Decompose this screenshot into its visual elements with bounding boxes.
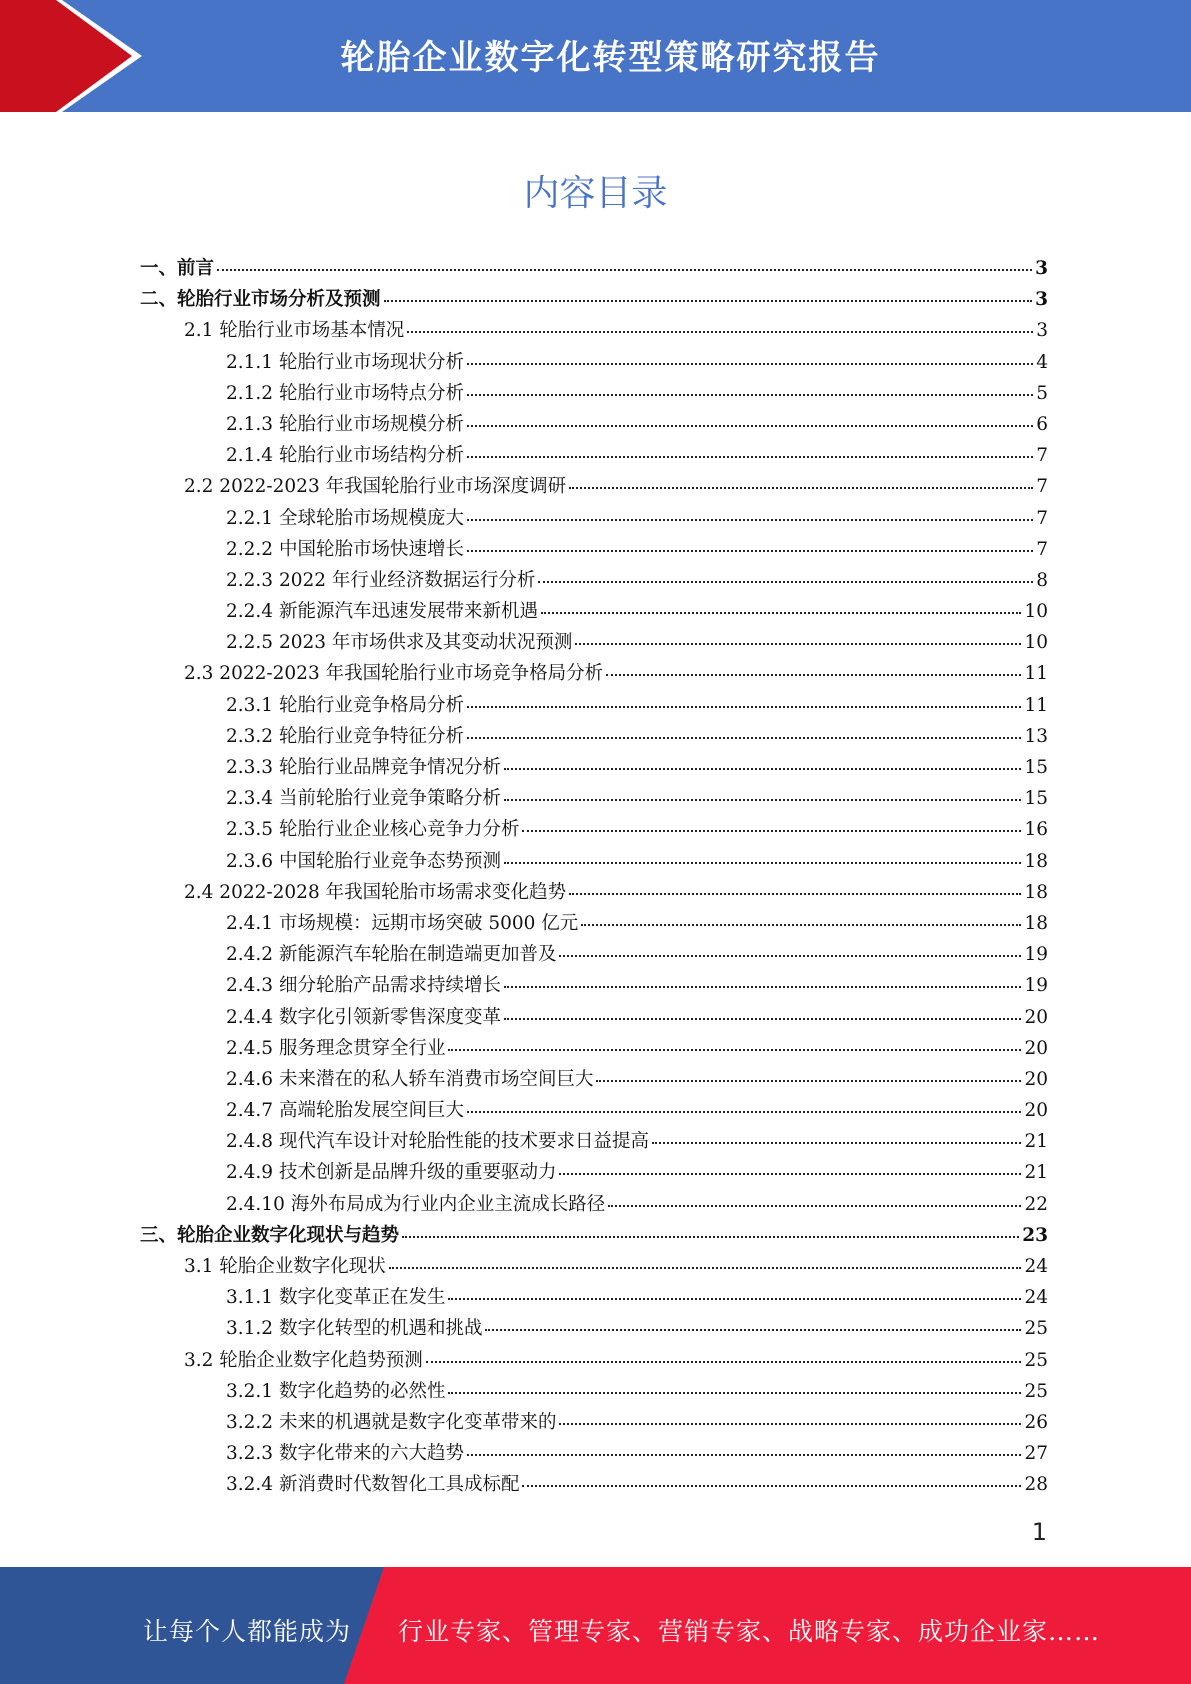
toc-leader-dots bbox=[467, 392, 1033, 396]
toc-leader-dots bbox=[467, 517, 1033, 521]
toc-entry-page: 5 bbox=[1036, 382, 1048, 404]
toc-entry-label: 2.4.9 技术创新是品牌升级的重要驱动力 bbox=[226, 1162, 557, 1184]
toc-leader-dots bbox=[504, 766, 1021, 770]
toc-leader-dots bbox=[559, 1421, 1021, 1425]
toc-entry[interactable] bbox=[140, 1314, 1048, 1345]
toc-entry-page: 15 bbox=[1024, 757, 1048, 778]
toc-entry[interactable] bbox=[140, 1408, 1048, 1439]
footer-slogan: 让每个人都能成为 bbox=[143, 1617, 352, 1646]
toc-entry-label: 2.2 2022-2023 年我国轮胎行业市场深度调研 bbox=[184, 476, 567, 498]
toc-entry-page: 10 bbox=[1024, 601, 1048, 623]
toc-entry[interactable] bbox=[140, 815, 1048, 846]
toc-entry[interactable] bbox=[140, 691, 1048, 722]
toc-leader-dots bbox=[467, 735, 1021, 739]
toc-entry-label: 2.2.1 全球轮胎市场规模庞大 bbox=[226, 507, 464, 529]
toc-entry[interactable] bbox=[140, 1252, 1048, 1283]
toc-entry[interactable] bbox=[140, 1377, 1048, 1408]
toc-entry-page: 10 bbox=[1024, 632, 1048, 654]
toc-entry-label: 2.1.4 轮胎行业市场结构分析 bbox=[226, 445, 464, 467]
toc-leader-dots bbox=[504, 984, 1021, 988]
toc-entry-label: 一、前言 bbox=[140, 258, 215, 279]
toc-entry[interactable] bbox=[140, 316, 1048, 347]
toc-entry-label: 2.4 2022-2028 年我国轮胎市场需求变化趋势 bbox=[184, 881, 567, 903]
toc-entry-page: 20 bbox=[1024, 1068, 1048, 1090]
toc-entry-label: 2.2.5 2023 年市场供求及其变动状况预测 bbox=[226, 632, 573, 654]
toc-leader-dots bbox=[467, 361, 1033, 365]
toc-entry-label: 2.3.5 轮胎行业企业核心竞争力分析 bbox=[226, 819, 520, 841]
toc-entry-label: 3.1.2 数字化转型的机遇和挑战 bbox=[226, 1318, 483, 1340]
toc-entry-page: 21 bbox=[1024, 1162, 1048, 1184]
toc-leader-dots bbox=[559, 953, 1021, 957]
toc-entry[interactable] bbox=[140, 441, 1048, 472]
toc-entry[interactable] bbox=[140, 254, 1048, 285]
toc-entry-label: 2.4.1 市场规模：远期市场突破 5000 亿元 bbox=[226, 912, 579, 934]
toc-entry-page: 25 bbox=[1024, 1318, 1048, 1340]
toc-entry[interactable] bbox=[140, 909, 1048, 940]
toc-entry-page: 7 bbox=[1036, 538, 1048, 560]
toc-entry-label: 2.2.4 新能源汽车迅速发展带来新机遇 bbox=[226, 601, 538, 623]
toc-entry-label: 3.2 轮胎企业数字化趋势预测 bbox=[184, 1349, 423, 1371]
toc-leader-dots bbox=[467, 548, 1033, 552]
toc-entry-label: 2.1.2 轮胎行业市场特点分析 bbox=[226, 382, 464, 404]
toc-leader-dots bbox=[581, 922, 1021, 926]
toc-entry-page: 25 bbox=[1024, 1380, 1048, 1402]
toc-leader-dots bbox=[485, 1327, 1021, 1331]
toc-entry[interactable] bbox=[140, 1190, 1048, 1221]
toc-leader-dots bbox=[596, 1078, 1021, 1082]
footer-roles: 行业专家、管理专家、营销专家、战略专家、成功企业家…… bbox=[398, 1617, 1101, 1646]
toc-leader-dots bbox=[504, 1016, 1021, 1020]
toc-entry-label: 3.2.3 数字化带来的六大趋势 bbox=[226, 1443, 464, 1465]
toc-entry[interactable] bbox=[140, 878, 1048, 909]
toc-leader-dots bbox=[504, 860, 1021, 864]
toc-entry-page: 15 bbox=[1024, 788, 1048, 810]
toc-entry-label: 2.4.8 现代汽车设计对轮胎性能的技术要求日益提高 bbox=[226, 1131, 649, 1153]
toc-entry[interactable] bbox=[140, 628, 1048, 659]
toc-entry-label: 2.4.2 新能源汽车轮胎在制造端更加普及 bbox=[226, 944, 557, 966]
toc-entry-page: 21 bbox=[1024, 1131, 1048, 1153]
toc-entry[interactable] bbox=[140, 1283, 1048, 1314]
toc-entry[interactable] bbox=[140, 722, 1048, 753]
toc-entry-page: 3 bbox=[1035, 258, 1048, 279]
toc-leader-dots bbox=[522, 1483, 1021, 1487]
toc-entry-label: 2.4.6 未来潜在的私人轿车消费市场空间巨大 bbox=[226, 1068, 594, 1090]
toc-entry-label: 3.1 轮胎企业数字化现状 bbox=[184, 1256, 386, 1277]
toc-leader-dots bbox=[467, 423, 1033, 427]
toc-entry-label: 2.1.1 轮胎行业市场现状分析 bbox=[226, 351, 464, 373]
page-number: 1 bbox=[1031, 1518, 1047, 1546]
toc-entry-page: 11 bbox=[1024, 694, 1048, 716]
toc-entry[interactable] bbox=[140, 753, 1048, 784]
toc-entry-label: 3.1.1 数字化变革正在发生 bbox=[226, 1287, 446, 1309]
toc-leader-dots bbox=[575, 641, 1021, 645]
toc-entry[interactable] bbox=[140, 784, 1048, 815]
toc-entry[interactable] bbox=[140, 410, 1048, 441]
toc-entry-page: 23 bbox=[1022, 1224, 1048, 1246]
toc-entry[interactable] bbox=[140, 1158, 1048, 1189]
toc-entry-page: 3 bbox=[1035, 289, 1048, 311]
toc-leader-dots bbox=[467, 454, 1033, 458]
toc-leader-dots bbox=[608, 1203, 1021, 1207]
toc-entry-page: 24 bbox=[1024, 1287, 1048, 1309]
toc-entry-page: 7 bbox=[1036, 476, 1048, 498]
toc-leader-dots bbox=[504, 797, 1021, 801]
toc-leader-dots bbox=[652, 1140, 1021, 1144]
toc-entry-label: 2.2.2 中国轮胎市场快速增长 bbox=[226, 538, 464, 560]
toc-entry-page: 19 bbox=[1024, 944, 1048, 966]
report-title: 轮胎企业数字化转型策略研究报告 bbox=[340, 37, 881, 78]
toc-leader-dots bbox=[541, 610, 1021, 614]
toc-entry-page: 16 bbox=[1024, 819, 1048, 841]
toc-entry-page: 18 bbox=[1024, 850, 1048, 872]
toc-entry[interactable] bbox=[140, 504, 1048, 535]
toc-entry[interactable] bbox=[140, 348, 1048, 379]
toc-entry-label: 2.4.7 高端轮胎发展空间巨大 bbox=[226, 1100, 464, 1122]
toc-leader-dots bbox=[217, 267, 1032, 271]
toc-entry-page: 18 bbox=[1024, 881, 1048, 903]
toc-entry-page: 3 bbox=[1036, 320, 1048, 342]
toc-entry-label: 2.1 轮胎行业市场基本情况 bbox=[184, 320, 405, 342]
toc-heading: 内容目录 bbox=[523, 173, 668, 214]
toc-entry-label: 2.3.1 轮胎行业竞争格局分析 bbox=[226, 694, 464, 716]
toc-entry-page: 28 bbox=[1024, 1474, 1048, 1496]
toc-entry-label: 2.1.3 轮胎行业市场规模分析 bbox=[226, 413, 464, 435]
toc-entry-page: 8 bbox=[1036, 569, 1048, 591]
toc-entry-page: 25 bbox=[1024, 1349, 1048, 1371]
toc-entry-page: 18 bbox=[1024, 912, 1048, 934]
toc-entry-label: 二、轮胎行业市场分析及预测 bbox=[140, 289, 381, 311]
toc-entry[interactable] bbox=[140, 1096, 1048, 1127]
toc-entry-label: 2.2.3 2022 年行业经济数据运行分析 bbox=[226, 569, 536, 591]
toc-entry-page: 20 bbox=[1024, 1006, 1048, 1028]
toc-leader-dots bbox=[606, 672, 1021, 676]
toc-entry-page: 20 bbox=[1024, 1100, 1048, 1122]
toc-entry[interactable] bbox=[140, 971, 1048, 1002]
toc-leader-dots bbox=[426, 1359, 1022, 1363]
toc-entry[interactable] bbox=[140, 1470, 1048, 1501]
toc-entry[interactable] bbox=[140, 1346, 1048, 1377]
toc-entry-label: 3.2.1 数字化趋势的必然性 bbox=[226, 1380, 446, 1402]
toc-entry-label: 2.3.6 中国轮胎行业竞争态势预测 bbox=[226, 850, 501, 872]
toc-entry[interactable] bbox=[140, 1003, 1048, 1034]
toc-entry-page: 4 bbox=[1036, 351, 1048, 373]
toc-leader-dots bbox=[389, 1265, 1022, 1269]
toc-entry-page: 24 bbox=[1024, 1256, 1048, 1277]
toc-entry-page: 26 bbox=[1024, 1411, 1048, 1433]
toc-entry[interactable] bbox=[140, 1034, 1048, 1065]
toc-leader-dots bbox=[384, 298, 1033, 302]
toc-entry-page: 7 bbox=[1036, 507, 1048, 529]
toc-entry[interactable] bbox=[140, 659, 1048, 690]
toc-leader-dots bbox=[467, 1109, 1021, 1113]
toc-entry-label: 3.2.2 未来的机遇就是数字化变革带来的 bbox=[226, 1411, 557, 1433]
toc-entry[interactable] bbox=[140, 472, 1048, 503]
toc-leader-dots bbox=[407, 329, 1033, 333]
toc-leader-dots bbox=[402, 1234, 1019, 1238]
toc-leader-dots bbox=[448, 1047, 1021, 1051]
toc-leader-dots bbox=[448, 1296, 1021, 1300]
toc-leader-dots bbox=[569, 891, 1021, 895]
toc-entry[interactable] bbox=[140, 566, 1048, 597]
toc-entry-label: 3.2.4 新消费时代数智化工具成标配 bbox=[226, 1474, 520, 1496]
toc-leader-dots bbox=[559, 1171, 1021, 1175]
toc-entry-page: 11 bbox=[1024, 663, 1048, 685]
toc-entry-page: 19 bbox=[1024, 975, 1048, 997]
toc-entry[interactable] bbox=[140, 285, 1048, 316]
toc-entry-page: 6 bbox=[1036, 413, 1048, 435]
toc-entry-label: 2.4.3 细分轮胎产品需求持续增长 bbox=[226, 975, 501, 997]
toc-entry-page: 22 bbox=[1024, 1193, 1048, 1215]
toc-entry-page: 7 bbox=[1036, 445, 1048, 467]
toc-entry-page: 13 bbox=[1024, 725, 1048, 747]
toc-entry-page: 20 bbox=[1024, 1037, 1048, 1059]
toc-entry-label: 三、轮胎企业数字化现状与趋势 bbox=[140, 1224, 400, 1246]
toc-entry[interactable] bbox=[140, 1065, 1048, 1096]
table-of-contents bbox=[140, 254, 1048, 1502]
toc-entry[interactable] bbox=[140, 847, 1048, 878]
toc-entry-label: 2.3.4 当前轮胎行业竞争策略分析 bbox=[226, 788, 501, 810]
toc-entry[interactable] bbox=[140, 535, 1048, 566]
toc-entry-label: 2.4.4 数字化引领新零售深度变革 bbox=[226, 1006, 501, 1028]
toc-entry-label: 2.4.5 服务理念贯穿全行业 bbox=[226, 1037, 446, 1059]
toc-entry-label: 2.3 2022-2023 年我国轮胎行业市场竞争格局分析 bbox=[184, 663, 604, 685]
toc-entry-page: 27 bbox=[1024, 1443, 1048, 1465]
toc-entry[interactable] bbox=[140, 940, 1048, 971]
toc-entry[interactable] bbox=[140, 1221, 1048, 1252]
toc-leader-dots bbox=[538, 579, 1033, 583]
toc-entry-label: 2.4.10 海外布局成为行业内企业主流成长路径 bbox=[226, 1193, 606, 1215]
toc-leader-dots bbox=[448, 1390, 1021, 1394]
toc-entry[interactable] bbox=[140, 1127, 1048, 1158]
toc-entry[interactable] bbox=[140, 597, 1048, 628]
toc-entry-label: 2.3.3 轮胎行业品牌竞争情况分析 bbox=[226, 757, 501, 778]
toc-leader-dots bbox=[467, 704, 1021, 708]
toc-entry-label: 2.3.2 轮胎行业竞争特征分析 bbox=[226, 725, 464, 747]
toc-leader-dots bbox=[569, 485, 1033, 489]
toc-leader-dots bbox=[467, 1452, 1021, 1456]
toc-entry[interactable] bbox=[140, 379, 1048, 410]
toc-leader-dots bbox=[522, 828, 1021, 832]
toc-entry[interactable] bbox=[140, 1439, 1048, 1470]
